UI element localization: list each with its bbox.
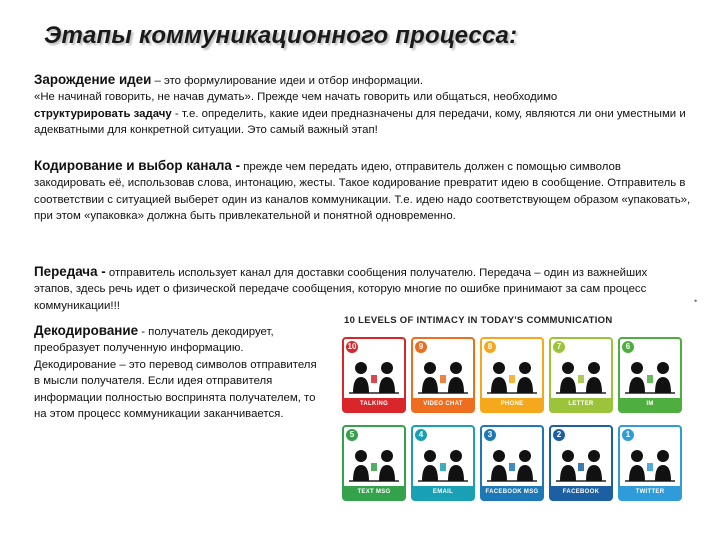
intimacy-card <box>480 425 544 501</box>
intimacy-card-label: EMAIL <box>413 486 473 499</box>
intimacy-infographic <box>338 313 692 529</box>
intimacy-card-label: VIDEO CHAT <box>413 398 473 411</box>
section-idea-text-2: «Не начинай говорить, не начав думать». Прежде чем начать говорить или общаться, необходимо <box>34 91 558 104</box>
intimacy-card-number: 3 <box>484 429 496 441</box>
intimacy-card <box>618 425 682 501</box>
intimacy-card <box>411 425 475 501</box>
intimacy-card-number: 9 <box>415 341 427 353</box>
bullet-dot: • <box>694 296 698 306</box>
intimacy-card <box>618 337 682 413</box>
intimacy-card-label: IM <box>620 398 680 411</box>
intimacy-card-label: FACEBOOK MSG <box>482 486 542 499</box>
intimacy-card-number: 5 <box>346 429 358 441</box>
section-idea-text-3: - т.е. определить, какие идеи предназначены для передачи, кому, являются ли они уместными и адекватными для конкретной ситуации. Это самый важный этап! <box>34 107 686 137</box>
intimacy-card-number: 2 <box>553 429 565 441</box>
intimacy-card-number: 4 <box>415 429 427 441</box>
section-coding-text: прежде чем передать идею, отправитель должен с помощью символов закодировать её, использовав слова, интонацию, жесты. Такое кодирование превратит идею в сообщение. Отправитель в соответствии с ситуацией выберет один из каналов коммуникации. Т.е. идею надо соответствующем образом «упаковать», при этом «упаковка» должна быть привлекательной и понятной одновременно. <box>34 161 691 223</box>
intimacy-card-label: LETTER <box>551 398 611 411</box>
intimacy-card-label: TWITTER <box>620 486 680 499</box>
page-title: Этапы коммуникационного процесса: <box>44 22 518 49</box>
intimacy-card <box>549 425 613 508</box>
intimacy-card-number: 10 <box>347 342 357 351</box>
intimacy-card-label: TALKING <box>344 398 404 411</box>
section-decoding-text: - получатель декодирует, преобразует полученную информацию. Декодирование – это перевод символов отправителя в мысли получателя. Если идея отправителя информации полностью воспринята получателем, то на этом процесс коммуникации заканчивается. <box>34 326 317 421</box>
section-idea-text-1: – это формулирование идеи и отбор информации. <box>151 75 424 87</box>
intimacy-card-label: TEXT MSG <box>344 486 404 499</box>
section-decoding-heading: Декодирование <box>34 323 139 338</box>
intimacy-card <box>342 425 406 501</box>
section-transfer-text: отправитель использует канал для доставки сообщения получателю. Передача – один из важнейших этапов, здесь речь идет о физической передаче сообщения, которую многие по ошибке принимают за сам процесс коммуникации!!! <box>34 267 648 312</box>
section-idea-bold: структурировать задачу <box>34 107 172 120</box>
section-idea <box>34 72 694 139</box>
intimacy-card-number: 7 <box>553 341 565 353</box>
section-transfer <box>34 264 674 314</box>
section-coding-heading: Кодирование и выбор канала - <box>34 158 241 173</box>
intimacy-card-label: FACEBOOK STATUS <box>551 486 611 499</box>
section-decoding <box>34 323 324 422</box>
intimacy-card-label: PHONE <box>482 398 542 411</box>
infographic-title: 10 LEVELS OF INTIMACY IN TODAY'S COMMUNICATION <box>344 315 613 326</box>
intimacy-card <box>411 337 475 413</box>
intimacy-card <box>342 337 406 413</box>
section-coding <box>34 158 694 225</box>
intimacy-card-number: 6 <box>622 341 634 353</box>
intimacy-card-number: 8 <box>484 341 496 353</box>
intimacy-card <box>480 337 544 413</box>
intimacy-card <box>549 337 613 413</box>
section-idea-heading: Зарождение идеи <box>34 72 152 87</box>
section-transfer-heading: Передача - <box>34 264 106 279</box>
intimacy-card-number: 1 <box>622 429 634 441</box>
